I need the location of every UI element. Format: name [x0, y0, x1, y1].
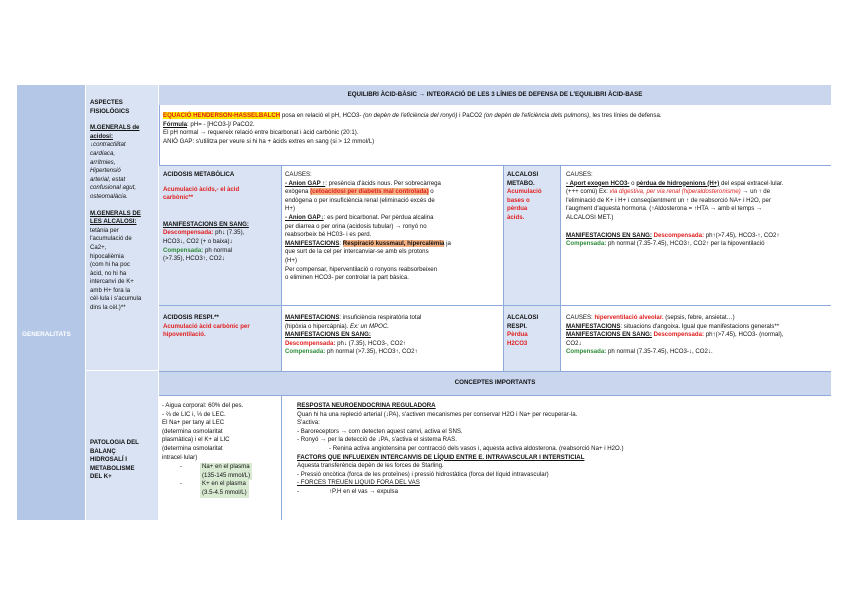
causes-text: endògena o per insuficiència renal (eliminació excés de — [285, 196, 435, 204]
man-text: : situacions d'angoixa. Igual que manifestacions generals** — [620, 322, 780, 330]
descompensada-label: Descompensada: — [285, 339, 336, 347]
acidosi-heading-1: M.GENERALS de — [90, 124, 140, 132]
conceptes-line — [297, 488, 831, 497]
bullet-icon: - — [297, 487, 300, 495]
causes-text: (sepsis, febre, ansietat…) — [663, 314, 735, 321]
causes-text: ja — [444, 239, 451, 247]
acidosi-line: osteomalàcia. — [90, 192, 128, 200]
man-example: Ex: un MPOC. — [350, 322, 389, 330]
alcalosi-respiratoria-title: ALCALOSI — [507, 314, 539, 321]
man-text: (hipòxia o hipercàpnia). — [285, 322, 351, 330]
k-label: K+ en el plasma — [202, 480, 246, 488]
na-box — [162, 463, 281, 480]
cetoacidosi-highlight: (cetoacidosi per diabetis mal controlada) — [310, 188, 429, 196]
alcalosi-line: l'acumulació de — [90, 235, 132, 243]
patologia-line: DEL K+ — [90, 473, 112, 481]
compensada-label: Compensada: — [285, 348, 326, 356]
conceptes-line: (determina osmolaritat — [162, 427, 223, 435]
conceptes-line: intracel·lular) — [162, 453, 198, 461]
k-value: (3.5-4.5 mmol/L) — [202, 488, 247, 496]
factors-heading: FACTORS QUE INFLUEIXEN INTERCANVIS DE LÍQUID ENTRE E. INTRAVASCULAR I INTERSTICIAL — [297, 453, 585, 461]
conceptes-line: (determina osmolaritat — [162, 444, 223, 452]
causes-text: (H+) — [285, 256, 298, 264]
acidosi-heading-2: acidosi: — [90, 132, 114, 140]
conceptes-line: Aquesta transferència depèn de les forces de Starling. — [297, 462, 444, 470]
conceptes-line: El Na+ per tany al LEC — [162, 419, 225, 427]
acidosi-line: ↓contractilitat — [90, 141, 126, 149]
causes-text: del espai extracel·lular. — [719, 179, 784, 187]
compensada-label: Compensada: — [163, 246, 204, 254]
patologia-line: BALANÇ — [90, 447, 116, 455]
acidosis-metabolica-sub: Acumulació àcids,- el àcid — [163, 185, 240, 193]
manifestacions-label: MANIFESTACIONS — [566, 322, 621, 330]
conceptes-left-cell — [159, 395, 282, 520]
alcalosi-metabolica-title: METABO. — [507, 179, 535, 187]
manifestacions-sang-label: MANIFESTACIONS EN SANG: — [566, 331, 652, 339]
acidosis-respiratoria-cell — [159, 305, 282, 371]
alcalosi-respiratoria-sub: H2CO3 — [507, 339, 528, 347]
conceptes-header-text: CONCEPTES IMPORTANTS — [454, 379, 536, 386]
acidosis-respiratoria-sub: Acumulació àcid carbònic per — [163, 322, 250, 330]
formula-label: Fórmula — [163, 120, 188, 128]
equation-text: i PaCO2 — [457, 112, 484, 119]
alcalosi-metabolica-sub: Acumulació — [507, 188, 542, 196]
acidosis-respiratoria-title: ACIDOSIS RESPI.** — [163, 314, 219, 321]
acidosis-metabolica-sub: carbònic** — [163, 194, 194, 202]
compensada-label: Compensada: — [566, 240, 607, 248]
generalitats-cell — [17, 85, 86, 520]
alcalosi-line: intercanvi de K+ — [90, 278, 134, 286]
causes-text: : presència d'àcids nous. Per sobrecàrrega — [325, 179, 441, 187]
hiperventilacio: hiperventilació alveolar. — [594, 314, 664, 321]
causes-text: : es perd bicarbonat. Per pèrdua alcalina — [323, 213, 434, 221]
alcalosi-metabolica-causes-cell — [561, 165, 831, 305]
k-box — [162, 480, 281, 497]
man-text: : insuficiència respiratòria total — [339, 314, 422, 321]
manifestacions-label: MANIFESTACIONS — [285, 239, 340, 247]
compensada-value: ph normal (>7.35), HCO3↑, CO2↑ — [325, 348, 418, 356]
na-label: Na+ en el plasma — [202, 463, 250, 471]
conceptes-line: - Renina activa angiotensina per contracció dels vasos i, aquesta activa aldosterona. (reabsorció Na+ i H2O.) — [329, 444, 624, 452]
main-header — [159, 85, 831, 105]
manifestacions-sang-label: MANIFESTACIONS EN SANG: — [163, 220, 249, 228]
alcalosi-line: àcid, no hi ha — [90, 269, 127, 277]
formula-text: : pH= - [HCO3-]/ PaCO2. — [187, 120, 255, 128]
formula-line — [163, 121, 831, 130]
conceptes-line: - Ronyó → per la detecció de ↓PA, s'activa el sistema RAS. — [297, 436, 457, 444]
compensada-value: ph normal (7.35-7.45), HCO3-↓, CO2↓. — [606, 348, 713, 356]
causes-text: que surt de la cel per intercanviar-se amb els protons — [285, 248, 429, 256]
acidosi-line: Hipertensió — [90, 167, 121, 175]
patologia-line: HIDROSALÍ I — [90, 456, 127, 464]
acidosi-line: cardíaca, — [90, 149, 116, 157]
via-digestiva: via digestiva, per via renal (hiperaldosteronisme) — [609, 188, 741, 196]
alcalosi-metabolica-cell — [504, 165, 561, 305]
conceptes-line: S'activa: — [297, 419, 320, 427]
anion-gap-low: - Anion GAP↓ — [285, 213, 324, 221]
descompensada-label: Descompensada: — [653, 231, 705, 239]
causes-text: : — [339, 239, 343, 247]
forces-heading: - FORCES TREUEN LIQUID FORA DEL VAS — [297, 479, 420, 487]
causes-text: → un ↑ de — [740, 188, 771, 196]
alcalosi-line: cèl·lula i s'acumula — [90, 295, 142, 303]
causes-text: H+) — [285, 205, 295, 213]
aport-hco3: - Aport exogen HCO3- — [566, 179, 630, 187]
na-value: (135-145 mmol/L) — [202, 471, 251, 479]
descompensada-value: ph↓ (7.35), HCO3-, CO2↑ — [335, 339, 406, 347]
acidosi-line: arterial, estat — [90, 175, 126, 183]
alcalosi-respiratoria-sub: Pèrdua — [507, 331, 528, 339]
acidosis-respiratoria-sub: hipoventilació. — [163, 331, 206, 339]
conceptes-text: ↑P.H en el vas → expulsa — [329, 487, 398, 495]
alcalosi-line: dins la cèl.)** — [90, 304, 126, 312]
causes-text: Per compensar, hiperventilació o ronyons reabsorbeixen — [285, 265, 438, 273]
causes-text: o — [629, 179, 637, 187]
causes-text: ALCALOSI MET.) — [566, 213, 614, 221]
compensada-value: ph normal — [203, 246, 233, 254]
patologia-cell — [86, 371, 159, 520]
bullet-icon: - — [179, 463, 183, 471]
descompensada-value: HCO3↓, CO2 (+ o baixa)↓ — [163, 237, 233, 245]
alcalosi-heading-1: M.GENERALS DE — [90, 209, 141, 217]
causes-text: per diarrea o per orina (acidosis tubular) → ronyó no — [285, 222, 427, 230]
alcalosi-metabolica-sub: bases o — [507, 196, 530, 204]
alcalosi-line: (com hi ha poc — [90, 261, 130, 269]
acidosis-metabolica-title: ACIDOSIS METABÒLICA — [163, 171, 235, 178]
compensada-value: ph normal (7.35-7.45), HCO3↑, CO2↑ per la hipoventilació — [606, 240, 765, 248]
alcalosi-line: Ca2+, — [90, 243, 107, 251]
manifestacions-sang-label: MANIFESTACIONS EN SANG: — [285, 331, 371, 339]
conceptes-line: - Baroreceptors → com detecten aquest canvi, activa el SNS. — [297, 427, 463, 435]
causes-text: exògena — [285, 188, 311, 196]
equation-note: (on depèn de l'eficiència del ronyó) — [363, 112, 458, 119]
alcalosi-line: hipocalièmia — [90, 252, 124, 260]
manifestacions-label: MANIFESTACIONS — [285, 314, 340, 321]
conceptes-line: - Pressió oncòtica (forca de les proteïnes) i pressió hidrostàtica (forca del líquid intravascular) — [297, 470, 549, 478]
alcalosi-respiratoria-cell — [504, 305, 561, 371]
bullet-icon: - — [179, 480, 183, 488]
conceptes-line: - ⅔ de LIC i, ⅓ de LEC. — [162, 410, 226, 418]
kussmaul-highlight: Respiració kussmaul, hipercalèmia — [342, 239, 445, 247]
causes-label: CAUSES: — [285, 171, 312, 178]
acidosis-respiratoria-man-cell — [282, 305, 504, 371]
conceptes-right-cell — [282, 395, 831, 520]
acidosis-metabolica-causes-cell — [282, 165, 504, 305]
resposta-heading: RESPOSTA NEUROENDOCRINA REGULADORA — [297, 402, 436, 409]
acidosi-line: arrítmies, — [90, 158, 116, 166]
alcalosi-respiratoria-causes-cell — [561, 305, 831, 371]
aspectes-title-1: ASPECTES — [90, 99, 123, 106]
conceptes-line: plasmàtica) i el K+ al LIC — [162, 436, 230, 444]
alcalosi-metabolica-sub: àcids. — [507, 213, 525, 221]
compensada-value: (>7.35), HCO3↑, CO2↓ — [163, 255, 225, 263]
equation-text: posa en relació el pH, HCO3- — [280, 112, 364, 119]
patologia-line: METABOLISME — [90, 464, 135, 472]
main-header-text: EQUILIBRI ÀCID-BÀSIC → INTEGRACIÓ DE LES 3 LÍNIES DE DEFENSA DE L'EQUILIBRI ÀCID-BASE — [347, 91, 643, 98]
acidosis-metabolica-cell — [159, 165, 282, 305]
alcalosi-metabolica-title: ALCALOSI — [507, 171, 539, 178]
descompensada-value: ph↑(>7.45), HCO3- (normal), — [704, 331, 784, 339]
notes-table — [17, 85, 831, 520]
alcalosi-line: amb H+ fora la — [90, 286, 131, 294]
descompensada-label: Descompensada: — [163, 229, 214, 237]
alcalosi-line: tetània per — [90, 226, 119, 234]
descompensada-label: Descompensada: — [653, 331, 705, 339]
intro-cell — [159, 105, 831, 165]
alcalosi-metabolica-sub: pèrdua — [507, 205, 528, 213]
anio-gap-line: ANIÓ GAP: s'utilitza per veure si hi ha + àcids extres en sang (si > 12 mmol/L) — [163, 137, 375, 145]
compensada-label: Compensada: — [566, 348, 607, 356]
patologia-line: PATOLOGIA DEL — [90, 439, 139, 446]
causes-text: (+++ comú) Ex: — [566, 188, 610, 196]
causes-label: CAUSES: — [566, 171, 593, 178]
causes-label: CAUSES: — [566, 314, 595, 321]
alcalosi-respiratoria-title: RESPI. — [507, 322, 527, 330]
causes-text: o — [428, 188, 434, 196]
anion-gap-high: - Anion GAP ↑ — [285, 179, 326, 187]
acidosi-line: confusional agut, — [90, 184, 137, 192]
causes-text: reabsorbeix bé HC03- i es perd. — [285, 231, 372, 239]
equation-note: (on depèn de l'eficiència dels pulmons) — [483, 112, 590, 119]
aspectes-fisiologics-cell — [86, 85, 159, 371]
alcalosi-heading-2: LES ALCALOSI: — [90, 218, 137, 226]
equation-label: EQUACIÓ HENDERSON-HASSELBALCH — [163, 112, 281, 119]
descompensada-value: ph↑(>7.45), HCO3-↑, CO2↑ — [704, 231, 780, 239]
aspectes-title-2: FISIOLÒGICS — [90, 107, 130, 115]
equation-text: , les tres línies de defensa. — [589, 112, 662, 119]
descompensada-value: CO2↓ — [566, 339, 582, 347]
causes-text: l'augment d'aquesta hormona. (↑Aldosterona = ↑HTA → amb el temps → — [566, 205, 763, 213]
conceptes-line: Quan hi ha una repleció arterial (↓PA), s'activen mecanismes per conservar H2O i Na+ per recuperar-la. — [297, 410, 578, 418]
ph-line: El pH normal → requereix relació entre bicarbonat i àcid carbònic (20:1). — [163, 129, 359, 137]
causes-text: o eliminen HCO3- per controlar la part bàsica. — [285, 274, 409, 282]
conceptes-header — [159, 371, 831, 395]
manifestacions-sang-label: MANIFESTACIONS EN SANG: — [566, 231, 652, 239]
conceptes-line: - Aigua corporal: 60% del pes. — [162, 402, 244, 409]
causes-text: l'eliminació de K+ i H+ i conseqüentment un ↑ de reabsorció NA+ i H2O, per — [566, 196, 771, 204]
perdua-hidrogenions: pèrdua de hidrogenions (H+) — [636, 179, 720, 187]
equation-line — [163, 112, 831, 121]
generalitats-label: GENERALITATS — [22, 331, 71, 338]
descompensada-value: ph↓ (7.35), — [213, 229, 245, 237]
